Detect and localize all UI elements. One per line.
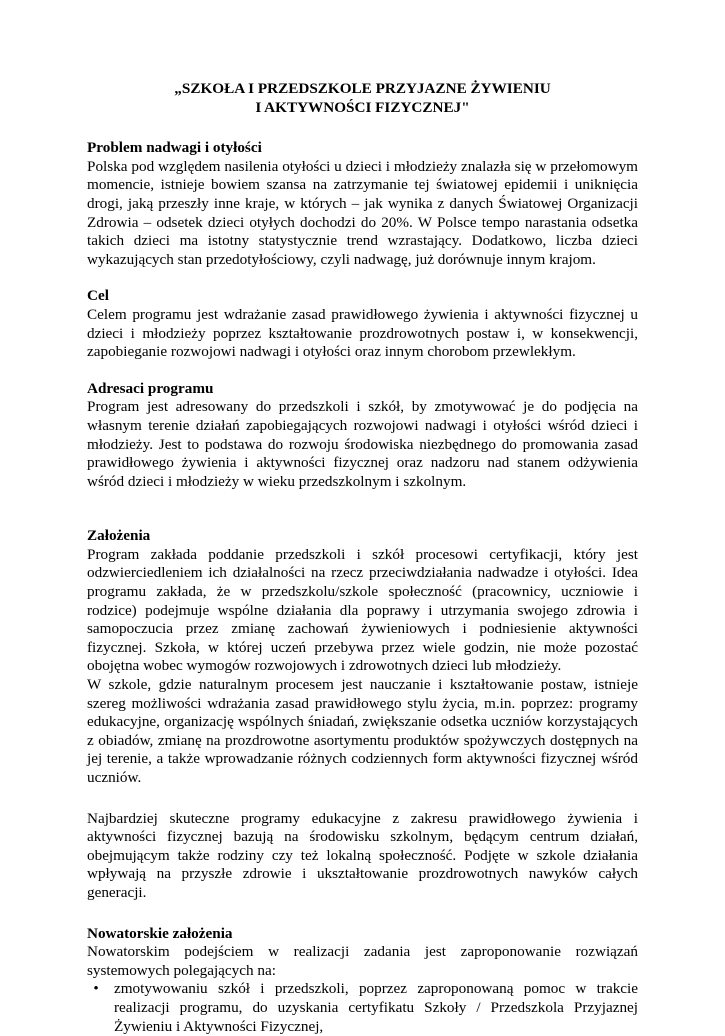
- section-heading: Adresaci programu: [87, 379, 214, 397]
- section-paragraph: Program jest adresowany do przedszkoli i szkół, by zmotywować je do podjęcia na własnym terenie działań zapobiegających rozwojowi nadwagi i otyłości wśród dzieci i młodzieży. Jest to podstawa do rozwoju środowiska niezbędnego do promowania zasad prawidłowego żywienia i aktywności fizycznej oraz nadzoru nad stanem odżywienia wśród dzieci i młodzieży w wieku przedszkolnym i szkolnym.: [87, 398, 638, 490]
- section-adresaci: [87, 380, 638, 492]
- section-problem: [87, 139, 638, 269]
- section-zalozenia: [87, 527, 638, 787]
- list-item-text: zmotywowaniu szkół i przedszkoli, poprzez zaproponowaną pomoc w trakcie realizacji programu, do uzyskania certyfikatu Szkoły / Przedszkola Przyjaznej Żywieniu i Aktywności Fizycznej,: [114, 980, 638, 1035]
- list-item: [87, 980, 638, 1036]
- section-paragraph: Najbardziej skuteczne programy edukacyjne z zakresu prawidłowego żywienia i aktywności fizycznej bazują na środowisku szkolnym, będącym centrum działań, obejmującym także rodziny czy też lokalną społeczność. Podjęte w szkole działania wpływają na przyszłe zdrowie i ukształtowanie prozdrowotnych nawyków całych generacji.: [87, 809, 638, 901]
- section-cel: [87, 287, 638, 361]
- section-heading: Nowatorskie założenia: [87, 924, 233, 942]
- section-heading: Cel: [87, 287, 109, 305]
- section-heading: Założenia: [87, 527, 151, 545]
- title-line-1: „SZKOŁA I PRZEDSZKOLE PRZYJAZNE ŻYWIENIU: [174, 80, 551, 97]
- section-heading: Problem nadwagi i otyłości: [87, 139, 262, 157]
- section-paragraph: Program zakłada poddanie przedszkoli i szkół procesowi certyfikacji, który jest odzwierciedleniem ich działalności na rzecz przeciwdziałania nadwadze i otyłości. Idea programu zakłada, że w przedszkolu/szkole społeczność (pracownicy, uczniowie i rodzice) podejmuje wspólne działania dla poprawy i utrzymania swojego zdrowia i samopoczucia przez zmianę zachowań żywieniowych i podniesienie aktywności fizycznej. Szkoła, w której uczeń przebywa przez wiele godzin, nie może pozostać obojętna wobec wymogów rozwojowych i zdrowotnych dzieci lub młodzieży.: [87, 545, 638, 675]
- section-paragraph: Nowatorskim podejściem w realizacji zadania jest zaproponowanie rozwiązań systemowych polegających na:: [87, 943, 638, 979]
- section-zalozenia-continued: [87, 810, 638, 903]
- section-paragraph: Celem programu jest wdrażanie zasad prawidłowego żywienia i aktywności fizycznej u dzieci i młodzieży poprzez kształtowanie prozdrowotnych postaw i, w konsekwencji, zapobieganie rozwojowi nadwagi i otyłości oraz innym chorobom przewlekłym.: [87, 305, 638, 361]
- section-paragraph: W szkole, gdzie naturalnym procesem jest nauczanie i kształtowanie postaw, istnieje szereg możliwości wdrażania zasad prawidłowego stylu życia, m.in. poprzez: programy edukacyjne, organizację wspólnych śniadań, zwiększanie odsetka uczniów korzystających z obiadów, zmianę na prozdrowotne asortymentu produktów spożywczych dostępnych na jej terenie, a także wprowadzanie różnych codziennych form aktywności fizycznej wśród uczniów.: [87, 676, 638, 786]
- bullet-list: [87, 980, 638, 1036]
- section-paragraph: Polska pod względem nasilenia otyłości u dzieci i młodzieży znalazła się w przełomowym momencie, istnieje bowiem szansa na zatrzymanie tej światowej epidemii i uniknięcia drogi, jaką przeszły inne kraje, w których – jak wynika z danych Światowej Organizacji Zdrowia – odsetek dzieci otyłych dochodzi do 20%. W Polsce tempo narastania odsetka takich dzieci ma istotny statystycznie trend wzrastający. Dodatkowo, liczba dzieci wykazujących stan przedotyłościowy, czyli nadwagę, już dorównuje innym krajom.: [87, 157, 638, 268]
- title-line-2: I AKTYWNOŚCI FIZYCZNEJ": [255, 98, 470, 116]
- bullet-icon: •: [93, 980, 99, 998]
- section-nowatorskie: [87, 925, 638, 1036]
- document-title: [87, 80, 638, 117]
